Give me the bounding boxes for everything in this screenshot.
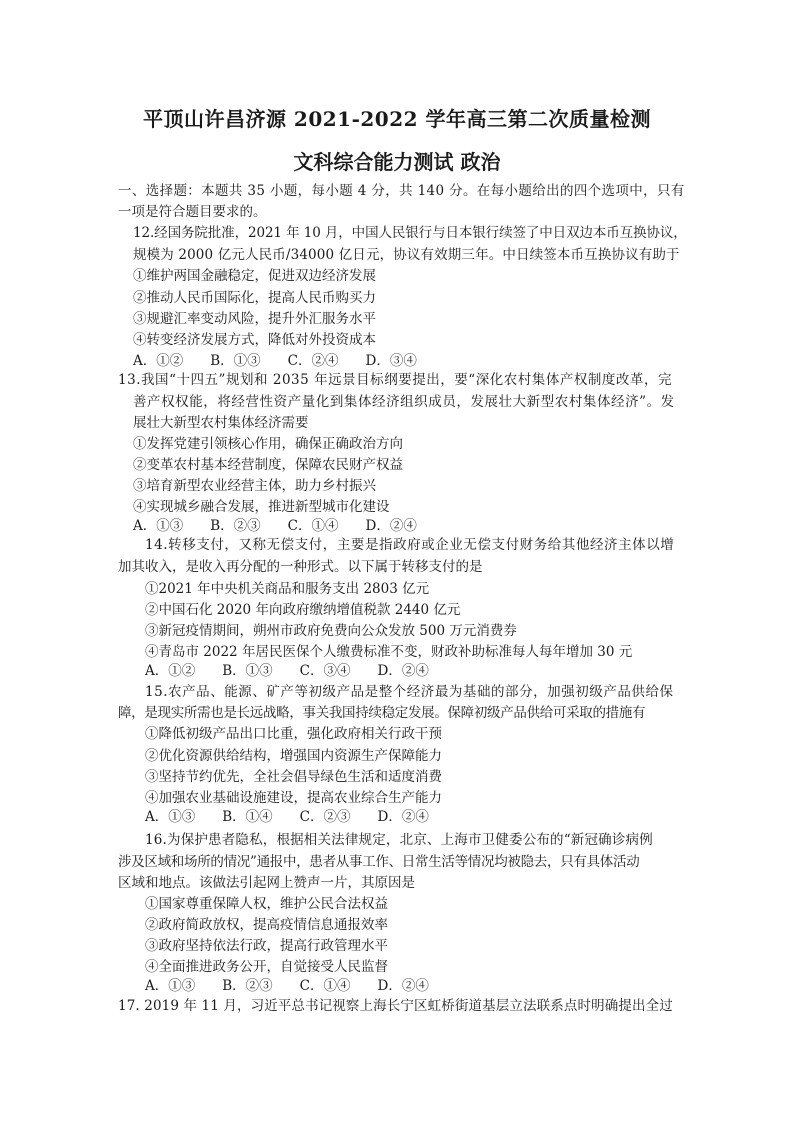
question-15-option-3: ③坚持节约优先，全社会倡导绿色生活和适度消费: [145, 769, 442, 785]
question-13-answers: A．①③ B．②③ C．①④ D．②④: [133, 518, 417, 534]
question-12-answers: A．①② B．①③ C．②④ D．③④: [133, 353, 417, 369]
question-15-option-4: ④加强农业基础设施建设，提高农业综合生产能力: [145, 790, 442, 806]
question-15-stem: 障，是现实所需也是长远战略，事关我国持续稳定发展。保障初级产品供给可采取的措施有: [118, 705, 646, 721]
question-16-stem: 涉及区域和场所的情况”通报中，患者从事工作、日常生活等情况均被隐去，只有具体活动: [118, 854, 640, 870]
question-16-option-3: ③政府坚持依法行政，提高行政管理水平: [145, 938, 388, 954]
question-13-stem: 善产权权能，将经营性资产量化到集体经济组织成员，发展壮大新型农村集体经济”。发: [133, 394, 675, 410]
question-15-option-2: ②优化资源供给结构，增强国内资源生产保障能力: [145, 748, 442, 764]
question-14-answers: A．①② B．①③ C．③④ D．②④: [145, 663, 429, 679]
section-instruction-line: 一项是符合题目要求的。: [118, 204, 267, 220]
question-16-answers: A．①③ B．②③ C．①④ D．②④: [145, 978, 429, 994]
question-12-stem: 12.经国务院批准，2021 年 10 月，中国人民银行与日本银行续签了中日双边本币互换协议，: [133, 225, 687, 241]
question-13-option-4: ④实现城乡融合发展，推进新型城市化建设: [133, 499, 390, 515]
question-14-option-2: ②中国石化 2020 年向政府缴纳增值税款 2440 亿元: [145, 602, 461, 618]
exam-title: 平顶山许昌济源 2021-2022 学年高三第二次质量检测: [142, 107, 652, 131]
question-13-option-2: ②变革农村基本经营制度，保障农民财产权益: [133, 457, 403, 473]
question-12-option-1: ①维护两国金融稳定，促进双边经济发展: [133, 268, 376, 284]
question-13-option-3: ③培育新型农业经营主体，助力乡村振兴: [133, 478, 376, 494]
question-13-stem: 13.我国“十四五”规划和 2035 年远景目标纲要提出，要“深化农村集体产权制度改革，完: [118, 372, 673, 388]
question-16-option-1: ①国家尊重保障人权，维护公民合法权益: [145, 896, 388, 912]
question-17-stem: 17. 2019 年 11 月，习近平总书记视察上海长宁区虹桥街道基层立法联系点时明确提出全过: [118, 998, 673, 1014]
question-16-stem: 16.为保护患者隐私，根据相关法律规定，北京、上海市卫健委公布的“新冠确诊病例: [145, 832, 653, 848]
question-12-stem: 规模为 2000 亿元人民币/34000 亿日元，协议有效期三年。中日续签本币互换协议有助于: [133, 247, 680, 263]
exam-subtitle: 文科综合能力测试 政治: [293, 150, 501, 174]
question-15-answers: A．①③ B．①④ C．②③ D．②④: [145, 809, 429, 825]
question-14-stem: 14.转移支付，又称无偿支付，主要是指政府或企业无偿支付财务给其他经济主体以增: [145, 537, 675, 553]
question-16-stem: 区域和地点。该做法引起网上赞声一片，其原因是: [118, 875, 415, 891]
question-12-option-3: ③规避汇率变动风险，提升外汇服务水平: [133, 311, 376, 327]
question-16-option-2: ②政府简政放权，提高疫情信息通报效率: [145, 917, 388, 933]
question-12-option-4: ④转变经济发展方式，降低对外投资成本: [133, 332, 376, 348]
question-16-option-4: ④全面推进政务公开，自觉接受人民监督: [145, 959, 388, 975]
question-12-option-2: ②推动人民币国际化，提高人民币购买力: [133, 290, 376, 306]
question-14-option-3: ③新冠疫情期间，朔州市政府免费向公众发放 500 万元消费券: [145, 623, 517, 639]
question-14-stem: 加其收入，是收入再分配的一种形式。以下属于转移支付的是: [118, 559, 483, 575]
question-13-stem: 展壮大新型农村集体经济需要: [133, 415, 309, 431]
question-13-option-1: ①发挥党建引领核心作用，确保正确政治方向: [133, 436, 403, 452]
question-14-option-1: ①2021 年中央机关商品和服务支出 2803 亿元: [145, 581, 430, 597]
section-instruction-line: 一、选择题：本题共 35 小题，每小题 4 分，共 140 分。在每小题给出的四个选项中，只有: [118, 183, 685, 199]
question-15-stem: 15.农产品、能源、矿产等初级产品是整个经济最为基础的部分，加强初级产品供给保: [145, 684, 674, 700]
question-15-option-1: ①降低初级产品出口比重，强化政府相关行政干预: [145, 726, 442, 742]
question-14-option-4: ④青岛市 2022 年居民医保个人缴费标准不变，财政补助标准每人每年增加 30 元: [145, 644, 633, 660]
